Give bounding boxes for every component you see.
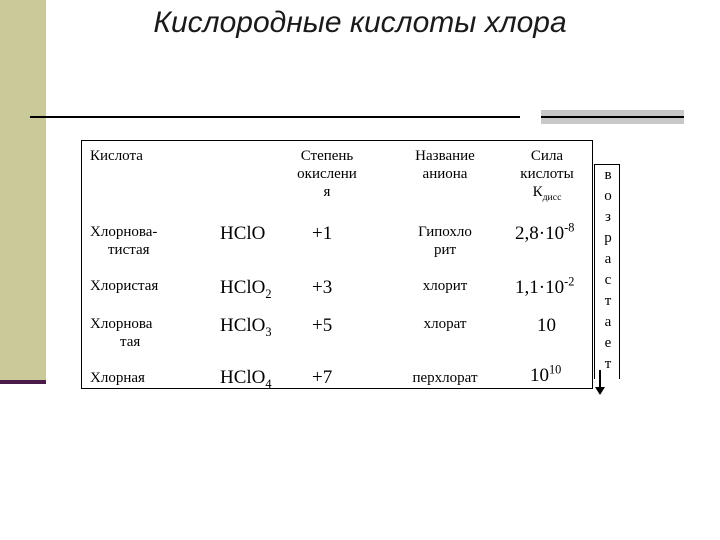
table-row-3-formula: HClO$_3$ [220, 315, 272, 339]
header-acid: Кислота [90, 148, 143, 164]
slide-title: Кислородные кислоты хлора [153, 6, 567, 39]
table-row-1-oxidation: +1 [312, 223, 333, 244]
table-row-2-oxidation: +3 [312, 277, 333, 298]
table-row-2-anion: хлорит [422, 278, 468, 294]
table-row-3-oxidation: +5 [312, 315, 333, 336]
table-row-3-anion: хлорат [423, 316, 467, 332]
table-row-1-anion: Гипохло рит [418, 224, 472, 258]
acids-table [81, 140, 593, 389]
table-row-1-name: Хлорнова- тистая [90, 224, 158, 258]
table-row-2-formula: HClO$_2$ [220, 277, 272, 301]
header-anion: Название аниона [415, 148, 475, 182]
arrow-down-icon [595, 387, 605, 395]
header-oxidation: Степень окислени я [297, 148, 357, 200]
left-decorative-band [0, 0, 46, 383]
header-strength: Сила кислоты $К_{дисс}$ [520, 148, 574, 203]
table-row-1-formula: HClO [220, 223, 266, 244]
title-rule [30, 116, 520, 118]
table-row-4-anion: перхлорат [412, 370, 478, 386]
increases-vertical-label: в о з р а с т а е т [594, 164, 620, 379]
table-row-2-name: Хлористая [90, 278, 159, 294]
table-row-3-name: Хлорнова тая [90, 316, 153, 350]
table-row-4-oxidation: +7 [312, 367, 333, 388]
table-row-4-formula: HClO$_4$ [220, 367, 272, 391]
table-row-2-strength: $1,1\cdot 10^{-2}$ [515, 274, 575, 298]
table-row-1-strength: $2,8\cdot 10^{-8}$ [515, 220, 575, 244]
title-rule-right [541, 116, 684, 118]
left-band-accent [0, 380, 46, 384]
table-row-4-name: Хлорная [90, 370, 145, 386]
table-row-3-strength: 10 [537, 315, 556, 336]
table-row-4-strength: $10^{10}$ [530, 362, 562, 386]
